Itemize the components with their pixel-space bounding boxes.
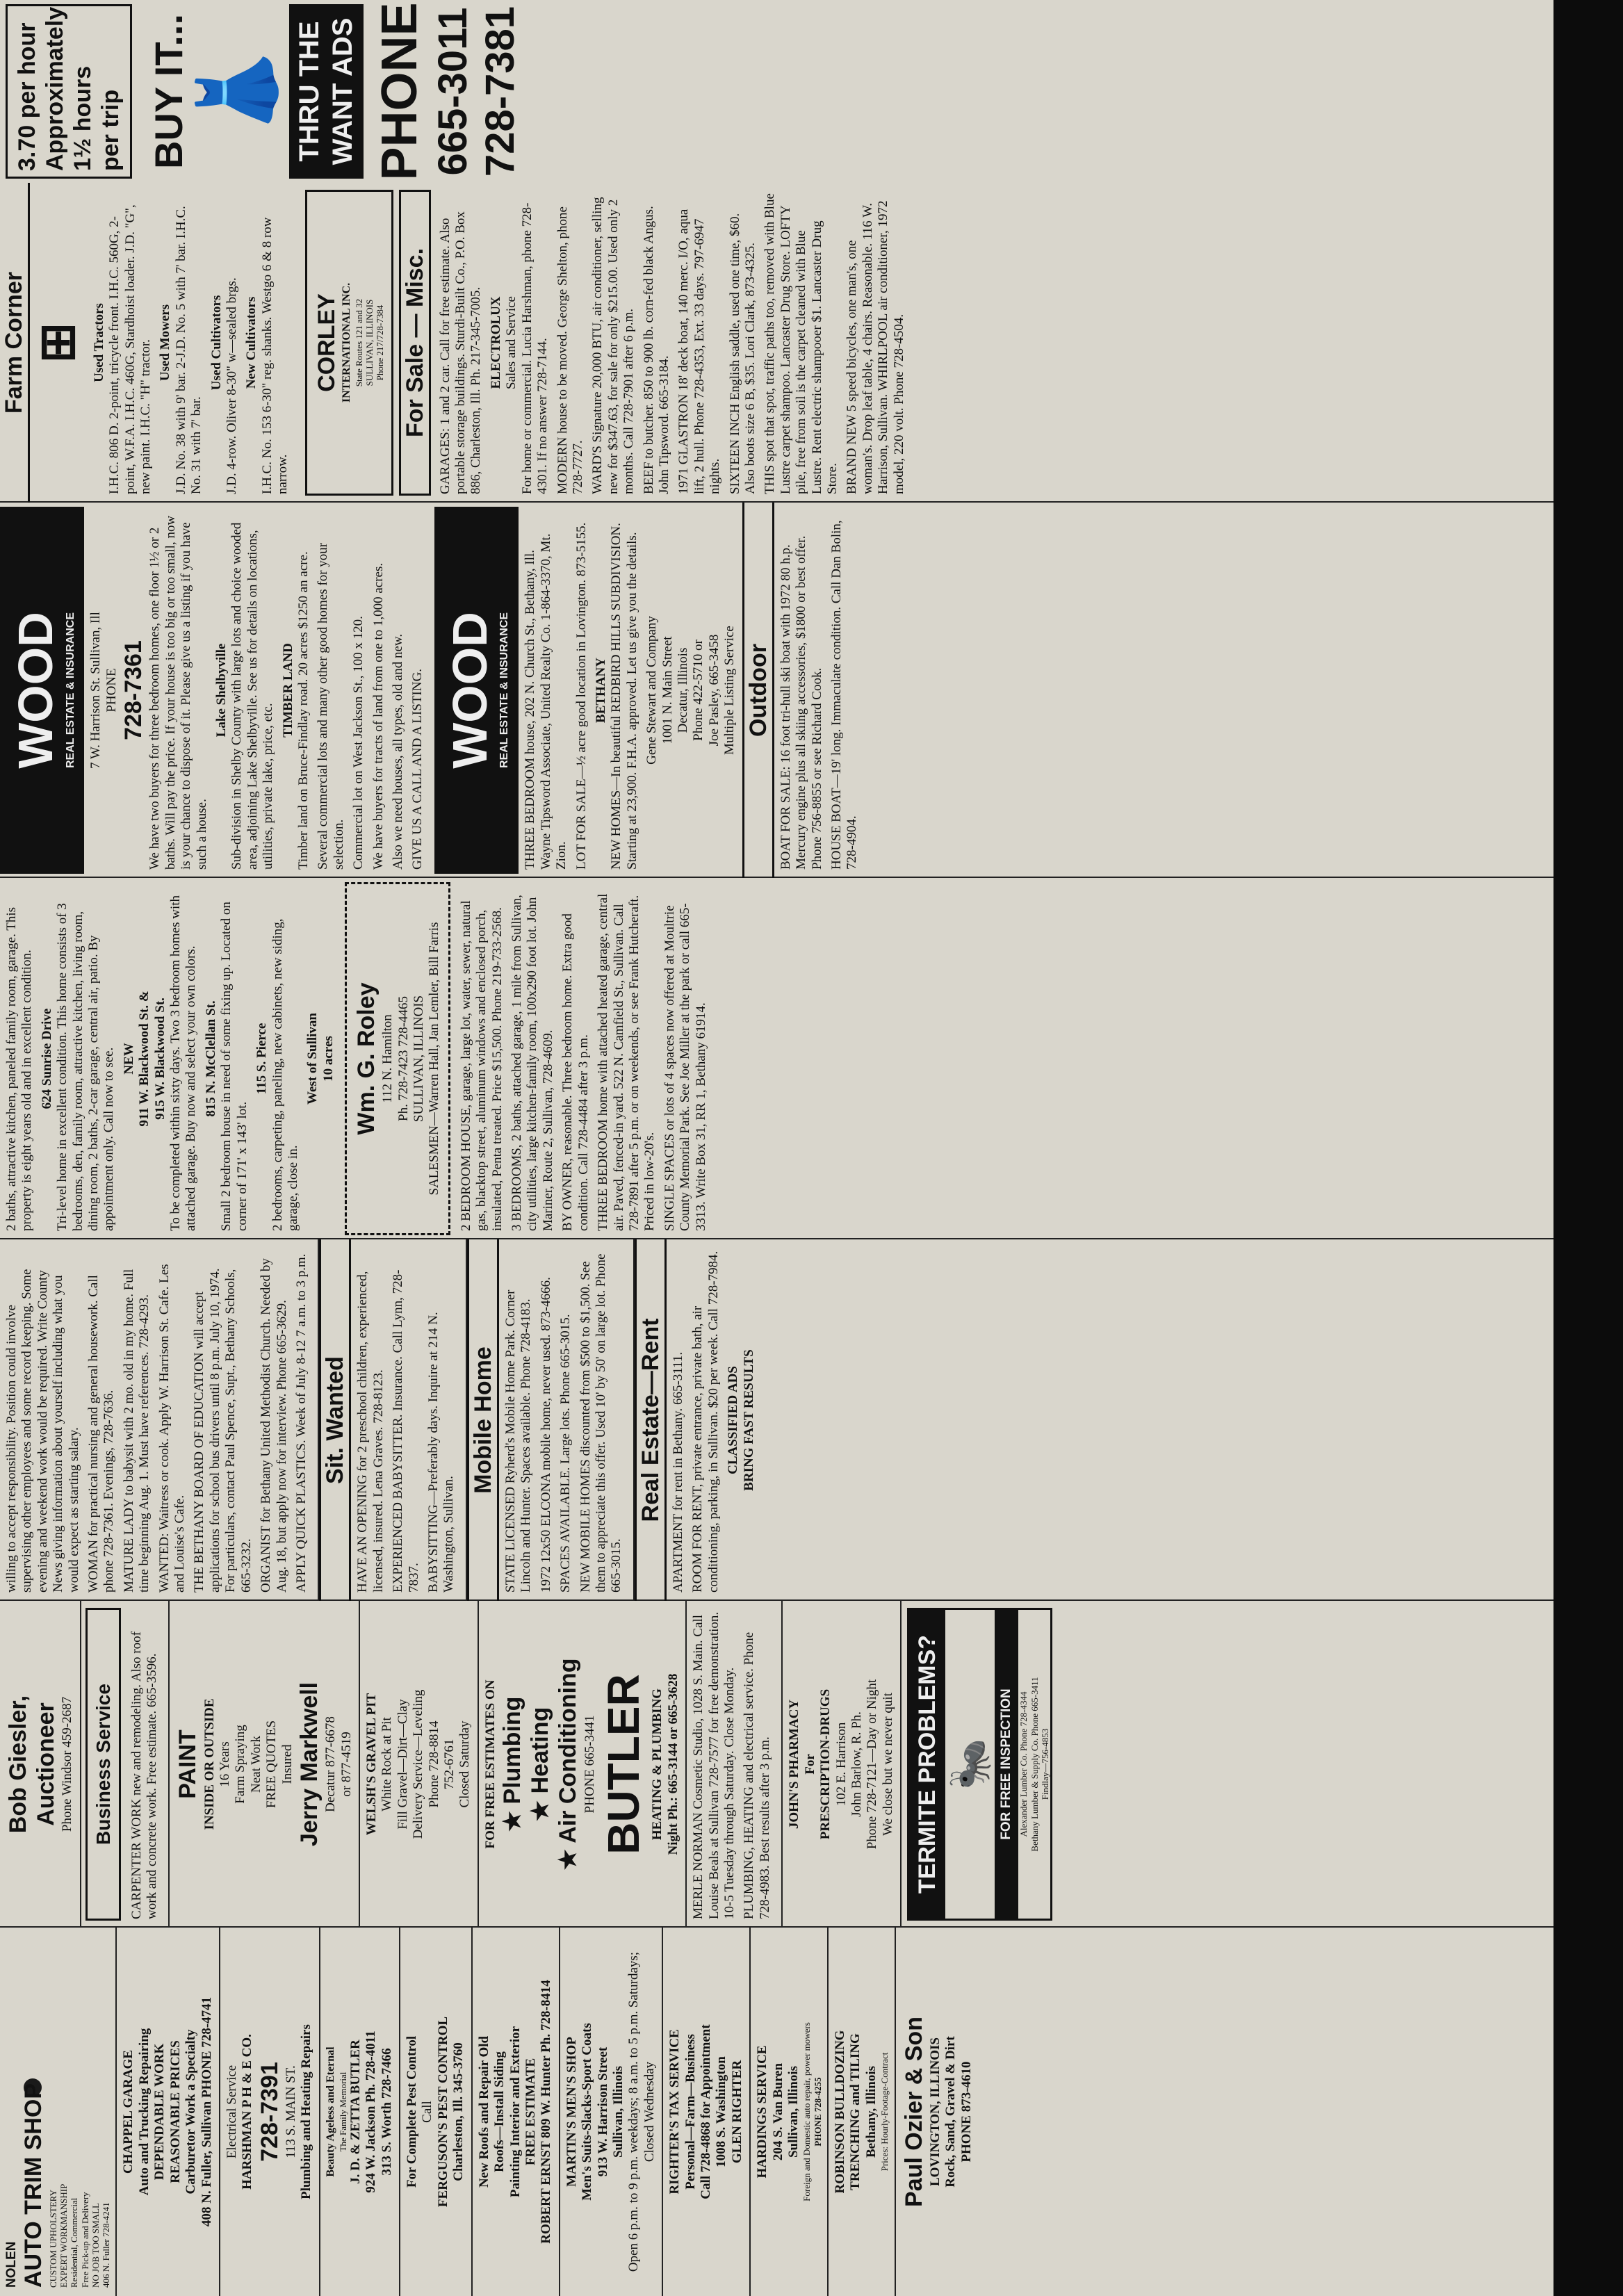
ad-text: GARAGES: 1 and 2 car. Call for free estimate. Also portable storage buildings. Sturdi-Built Co., P.O. Box 886, Charleston, Ill. Ph. 217-345-7005. — [437, 211, 484, 494]
column-business-service — [0, 1599, 1553, 1928]
ad-text: J. D. & ZETTA BUTLER — [348, 2039, 363, 2184]
ad-heading: Jerry Markwell — [296, 1682, 323, 1847]
ad-text: 102 E. Harrison — [833, 1722, 849, 1807]
ad-text: DEPENDABLE WORK — [152, 2043, 168, 2181]
ad-text: HOUSE BOAT—19' long. Immaculate condition. Call Dan Bolin, 728-4904. — [829, 520, 860, 870]
ad-heading: CHAPPEL GARAGE — [121, 2050, 136, 2174]
ad-text: Delivery Service—Leveling — [411, 1689, 426, 1839]
ad-text: J.D. 4-row. Oliver 8-30" w—sealed brgs. — [224, 277, 239, 494]
ad-welsh-gravel — [360, 1601, 479, 1928]
ad-johns-pharmacy — [783, 1601, 902, 1928]
ad-text: 3 BEDROOMS, 2 baths, attached garage, 1 mile from Sullivan, city utilities, large kitchen-family room, 100x290 foot lot. John Mariner, Route 2, Sullivan, 728-4609. — [509, 895, 555, 1231]
ad-text: EXPERT WORKMANSHIP — [58, 2183, 69, 2288]
listing-title: NEW — [121, 1043, 136, 1075]
ad-text: 204 S. Van Buren — [770, 2062, 785, 2161]
ad-text: HAVE AN OPENING for 2 preschool children, experienced, licensed, insured. Lena Graves. 728-8123. — [355, 1271, 386, 1593]
ad-heading: NOLEN — [4, 2241, 19, 2288]
ad-text: THREE BEDROOM house, 202 N. Church St., Bethany, Ill. Wayne Tipsword Associate, United Realty Co. 1-864-3370, Mt. Zion. — [523, 533, 569, 870]
ad-text: NEW MOBILE HOMES discounted from $500 to $1,500. See them to appreciate this offer. Used 10' by 50' on large lot. Phone 665-3015. — [578, 1253, 624, 1593]
promo-phone-number: 665-3011 — [430, 7, 475, 176]
ad-text: WOMAN for practical nursing and general housework. Call phone 728-7361. Evenings, 728-7636. — [86, 1275, 117, 1593]
section-header-business-service: Business Service — [85, 1608, 121, 1921]
ad-text: Men's Suits-Slacks-Sport Coats — [580, 2023, 595, 2201]
promo-phone-number: 728-7381 — [478, 6, 523, 177]
ad-text: THREE BEDROOM home with attached heated garage, central air. Paved, fenced-in yard. 522 N. Camfield St., Sullivan. Call 728-7891 after 5 p.m. or on weekends, or see Frank Hutcheraft. Priced in low-20's. — [596, 893, 658, 1231]
ad-text: NEW HOMES—In beautiful REDBIRD HILLS SUBDIVISION. Starting at 23,900. F.H.A. approved. Let us give you the details. — [609, 523, 639, 870]
listing-title: 624 Sunrise Drive — [39, 1008, 54, 1109]
ad-text: THE BETHANY BOARD OF EDUCATION will accept applications for school bus drivers until 8 p.m. July 10, 1974. For particulars, contact Paul Spence, Supt., Bethany Schools, 665-3232. — [192, 1268, 254, 1593]
column-help-wanted — [0, 1238, 1553, 1601]
ad-text: WANTED: Waitress or cook. Apply W. Harrison St. Cafe. Les and Louise's Cafe. — [156, 1264, 188, 1593]
ad-text: John Barlow, R. Ph. — [849, 1711, 864, 1817]
ad-title: AUTO TRIM SHOP — [20, 2083, 47, 2288]
ad-text: Open 6 p.m. to 9 p.m. weekdays; 8 a.m. to 5 p.m. Saturdays; Closed Wednesday — [626, 1951, 657, 2272]
ad-butler-memorials — [320, 1928, 400, 2296]
ad-text: 2 bedrooms, carpeting, paneling, new cabinets, new siding, garage, close in. — [270, 918, 300, 1231]
ad-text: SULLIVAN, ILLINOIS — [364, 299, 375, 386]
ad-roofs — [473, 1928, 560, 2296]
termite-icon: 🐜 — [947, 1738, 993, 1791]
ad-corley — [305, 190, 393, 496]
ad-text: For home or commercial. Lucia Harshman, phone 728-4301. If no answer 728-7144. — [519, 202, 550, 494]
ad-text: 752-6761 — [441, 1739, 457, 1790]
listing-title: 911 W. Blackwood St. & — [137, 991, 152, 1127]
ad-text: For Complete Pest Control — [405, 2035, 420, 2188]
ad-text: Several commercial lots and many other good homes for your selection. — [316, 542, 346, 870]
ad-text: MARTIN'S MEN'S SHOP — [564, 2037, 579, 2187]
ads-mobile-home — [499, 1239, 635, 1601]
ad-text: Carburetor Work a Specialty — [183, 2029, 199, 2195]
ad-text: ★ Air Conditioning — [555, 1658, 582, 1871]
ad-text: Findlay—756-4853 — [1040, 1728, 1051, 1800]
column-business-directory — [0, 1926, 1553, 2296]
ad-text: 16 Years — [217, 1741, 232, 1787]
ad-text: White Rock at Pit — [380, 1717, 395, 1811]
ads-for-sale-misc — [434, 183, 915, 503]
ad-text: 313 S. Worth 728-7466 — [379, 2048, 394, 2176]
ad-text: 1001 N. Main Street — [660, 636, 675, 744]
ad-text: 3.70 per hour — [14, 22, 40, 171]
ad-text: INTERNATIONAL INC. — [340, 282, 352, 403]
ad-text: Decatur, Illinois — [676, 647, 691, 733]
listing-title: Used Mowers — [158, 304, 173, 382]
ad-text: TRENCHING and TILING — [848, 2033, 863, 2190]
ad-heading: CORLEY — [313, 293, 340, 392]
ad-giesler — [0, 1601, 81, 1928]
section-header-sit-wanted: Sit. Wanted — [319, 1239, 351, 1601]
ad-heading: Bob Giesler, — [5, 1695, 31, 1834]
ad-text: Beauty Ageless and Eternal — [324, 2046, 336, 2177]
ad-text: Farm Spraying — [233, 1725, 248, 1804]
classified-footer: BRING FAST RESULTS — [741, 1349, 756, 1491]
ad-merle-norman — [687, 1601, 783, 1928]
ad-text: Joe Pasley, 665-3458 — [706, 634, 721, 747]
ad-text: HEATING & PLUMBING — [650, 1688, 665, 1841]
ad-heading: BUTLER — [598, 1674, 649, 1855]
ad-text: Foreign and Domestic auto repair, power mowers — [801, 2022, 813, 2201]
ad-text: Multiple Listing Service — [722, 626, 737, 755]
ad-text: Auto and Trucking Repairing — [136, 2028, 152, 2196]
ad-text: Charleston, Ill. 345-3760 — [451, 2042, 466, 2181]
classified-footer: CLASSIFIED ADS — [726, 1366, 741, 1474]
ad-text: We close but we never quit — [880, 1693, 895, 1836]
ad-butler-heating — [479, 1601, 687, 1928]
ad-text: HARDINGS SERVICE — [755, 2045, 770, 2179]
column-real-estate-sale — [0, 877, 1553, 1239]
ad-robinson — [829, 1928, 896, 2296]
section-header-for-sale-misc: For Sale — Misc. — [399, 190, 431, 496]
wood-logo-2 — [434, 507, 519, 874]
ad-text: RIGHTER'S TAX SERVICE — [667, 2029, 683, 2195]
ad-text: FREE ESTIMATE — [523, 2058, 538, 2166]
ad-text: WELSH'S GRAVEL PIT — [364, 1693, 379, 1836]
ad-text: Phone 728-7121—Day or Night — [865, 1679, 880, 1850]
ad-text: Sullivan, Illinois — [786, 2066, 801, 2158]
ad-text: Alexander Lumber Co. Phone 728-4344 — [1018, 1691, 1029, 1837]
ad-text: SPACES AVAILABLE. Large lots. Phone 665-3015. — [558, 1314, 573, 1593]
ad-text: BRAND NEW 5 speed bicycles, one man's, one woman's. Drop leaf table, 4 chairs. Reasonable. 116 W. Harrison, Sullivan. WHIRLPOOL air conditioner, 1972 model, 220 volt. Phone 728-4504. — [845, 200, 906, 494]
ad-text: PRESCRIPTION-DRUGS — [818, 1688, 833, 1840]
ad-phone: 728-7361 — [120, 640, 147, 740]
ad-text: 2 BEDROOM HOUSE, garage, large lot, water, sewer, natural gas, blacktop street, aluminum windows and enclosed porch, insulated, Penta treated. Price $15,500. Phone 219-733-2568. — [458, 900, 505, 1231]
ad-text: GIVE US A CALL AND A LISTING. — [410, 668, 425, 870]
ad-text: 7 W. Harrison St. Sullivan, Ill — [88, 612, 104, 769]
ad-text: 913 W. Harrison Street — [595, 2046, 610, 2177]
ad-text: Timber land on Bruce-Findlay road. 20 acres $1250 an acre. — [296, 551, 311, 870]
listing-title: 10 acres — [320, 1036, 336, 1082]
ad-text: Sullivan, Illinois — [610, 2066, 626, 2158]
ad-text: Commercial lot on West Jackson St., 100 x 120. — [351, 616, 366, 870]
ad-text: FOR FREE INSPECTION — [995, 1610, 1018, 1919]
ad-text: NO JOB TOO SMALL — [90, 2203, 101, 2288]
ad-text: REASONABLE PRICES — [168, 2040, 183, 2183]
promo-thru-want-ads: THRU THE WANT ADS — [289, 4, 363, 179]
ad-text: Free Pick-up and Delivery — [79, 2192, 90, 2288]
ad-text: Insured — [279, 1744, 295, 1784]
ad-text: Approximately 1½ hours — [42, 6, 97, 171]
ad-text: PHONE — [104, 668, 119, 713]
ad-phone: Phone Windsor 459-2687 — [60, 1696, 75, 1832]
ad-text: Sub-division in Shelby County with large lots and choice wooded area, adjoining Lake Shelbyville. See us for details on locations, utilities, private lake, price, etc. — [229, 522, 276, 870]
ad-text: INSIDE OR OUTSIDE — [202, 1698, 217, 1830]
ad-text: State Routes 121 and 32 — [353, 298, 364, 387]
ad-text: 112 N. Hamilton — [380, 1014, 395, 1103]
ad-nolen — [0, 1928, 117, 2296]
ad-text: I.H.C. No. 153 6-30" reg. shanks. Westgo 6 & 8 row narrow. — [259, 217, 291, 494]
wood-logo — [0, 507, 84, 874]
ad-phone: 728-7391 — [256, 2062, 283, 2162]
ad-text: Bethany, Illinois — [863, 2066, 879, 2158]
ad-text: 924 W. Jackson Ph. 728-4011 — [364, 2030, 379, 2193]
ad-text: CUSTOM UPHOLSTERY — [47, 2190, 58, 2288]
ad-phone: or 877-4519 — [339, 1732, 354, 1797]
section-header-mobile-home: Mobile Home — [467, 1239, 499, 1601]
listing-title: Sales and Service — [504, 296, 519, 390]
ad-text: ROOM FOR RENT, private entrance, private bath, air conditioning, parking, in Sullivan. $20 per week. Call 728-7984. — [690, 1251, 721, 1593]
listing-title: 915 W. Blackwood St. — [152, 998, 168, 1120]
listing-title: 815 N. McClellan St. — [203, 1000, 218, 1117]
ad-text: EXPERIENCED BABYSITTER. Insurance. Call Lynn, 728-7837. — [391, 1269, 421, 1593]
ad-text: APPLY QUICK PLASTICS. Week of July 8-12 7 a.m. to 3 p.m. — [293, 1253, 309, 1593]
ads-real-estate-rent — [667, 1239, 761, 1601]
ads-listings-lower — [519, 503, 742, 878]
ad-text: For — [802, 1754, 817, 1775]
ad-heading: Wm. G. Roley — [353, 982, 380, 1135]
ad-text: We have buyers for tracts of land from one to 1,000 acres. — [370, 562, 386, 870]
page-shadow-edge — [1553, 0, 1623, 2296]
ad-martins — [560, 1928, 663, 2296]
promo-buy-it: BUY IT... — [147, 14, 191, 170]
ad-text: JOHN'S PHARMACY — [787, 1699, 802, 1830]
ad-text: The Family Memorial — [337, 2071, 348, 2152]
ad-text: Bethany Lumber & Supply Co. Phone 665-3411 — [1029, 1677, 1040, 1852]
ad-text: Roofs—Install Siding — [492, 2051, 507, 2172]
ad-text: Night Ph.: 665-3144 or 665-3628 — [665, 1673, 680, 1855]
ad-text: ★ Heating — [527, 1707, 554, 1822]
listing-title: New Cultivators — [244, 296, 259, 389]
listing-title: Used Tractors — [91, 303, 106, 382]
ad-text: 1008 S. Washington — [714, 2056, 729, 2167]
ad-mileage-box — [6, 4, 132, 179]
ad-text: MERLE NORMAN Cosmetic Studio, 1028 S. Main. Call Louise Beals at Sullivan 728-7577 for free demonstration. 10-5 Tuesday through Saturday. Close Monday. — [691, 1611, 737, 1919]
ad-text: MODERN house to be moved. George Shelton, phone 728-7727. — [555, 206, 585, 494]
ad-text: FOR FREE ESTIMATES ON — [482, 1679, 498, 1849]
ad-heading: Paul Ozier & Son — [900, 2017, 927, 2207]
section-header-outdoor: Outdoor — [742, 503, 774, 878]
ad-text: To be completed within sixty days. Two 3 bedroom homes with attached garage. Buy now and select your own colors. — [168, 895, 199, 1231]
ad-title: TERMITE PROBLEMS? — [909, 1610, 945, 1919]
ad-text: 113 S. MAIN ST. — [283, 2065, 298, 2158]
ad-text: Gene Stewart and Company — [644, 616, 660, 765]
ad-text: willing to accept responsibility. Position could involve supervising other employees and some record keeping. Some evening and weekend work would be required. Write County News giving information about yourself including what you would expect as starting salary. — [4, 1269, 81, 1593]
listing-title: Used Cultivators — [209, 295, 224, 391]
ad-text: Painting Interior and Exterior — [507, 2026, 523, 2198]
ad-text: New Roofs and Repair Old — [476, 2035, 491, 2188]
listing-title: BETHANY — [593, 658, 608, 723]
ad-text: Rock, Sand, Gravel & Dirt — [943, 2036, 959, 2188]
ad-text: We have two buyers for three bedroom homes, one floor 1½ or 2 baths. Will pay the price. If your house is too big or too small, now is your chance to dispose of it. Please give us a listing if you have such a house. — [147, 515, 209, 870]
column-promo — [0, 0, 1553, 183]
ad-text: 1971 GLASTRON 18' deck boat, 140 merc. I/O, aqua lift, 2 hull. Phone 728-4353, Ext. 33 days. 797-6947 nights. — [676, 209, 723, 494]
ad-text: WARD'S Signature 20,000 BTU, air conditioner, selling new for $347.63, for sale for only $215.00. Used only 2 months. Call 728-7901 after 6 p.m. — [590, 197, 637, 494]
ad-chappel-garage — [117, 1928, 220, 2296]
wood-logo-subtext: REAL ESTATE & INSURANCE — [64, 612, 76, 769]
ads-outdoor — [774, 503, 869, 878]
ad-text: SINGLE SPACES or lots of 4 spaces now offered at Moultrie County Memorial Park. See Joe Miller at the park or call 665-3313. Write Box 31, RR 1, Bethany 61914. — [662, 903, 708, 1231]
ad-text: BABYSITTING—Preferably days. Inquire at 214 N. Washington, Sullivan. — [426, 1312, 457, 1593]
ad-text: HARSHMAN P H & E CO. — [240, 2034, 255, 2190]
ad-text: SIXTEEN INCH English saddle, used one time, $60. Also boots size 6 B, $35. Lori Clark, 873-4325. — [727, 213, 758, 494]
listing-title: ELECTROLUX — [488, 296, 503, 389]
ad-text: Neat Work — [248, 1736, 263, 1793]
ad-text: Plumbing and Heating Repairs — [299, 2024, 314, 2199]
ad-text: Call — [420, 2101, 435, 2123]
ad-text: 1972 12x50 ELCONA mobile home, never used. 873-4666. — [538, 1277, 553, 1593]
ad-text: THIS spot that spot, traffic paths too, removed with Blue Lustre carpet shampoo. Lancaster Drug Store. LOFTY pile, free from soil is the carpet cleaned with Blue Lustre. Rent electric shampooer $1. Lancaster Drug Store. — [762, 193, 840, 494]
ad-text: Prices: Hourly-Footage-Contract — [879, 2052, 890, 2172]
ih-logo-icon: ⊞ — [31, 322, 85, 364]
ad-text: BY OWNER, reasonable. Three bedroom home. Extra good condition. Call 728-4484 after 3 p.m. — [560, 913, 591, 1231]
ad-righter-tax — [663, 1928, 751, 2296]
ad-paint — [170, 1601, 359, 1928]
ad-title: Auctioneer — [33, 1702, 60, 1826]
ad-text: Personal—Farm—Business — [683, 2034, 698, 2190]
ad-text: ORGANIST for Bethany United Methodist Church. Needed by Aug. 18, but apply now for interview. Phone 665-3629. — [259, 1258, 289, 1593]
ad-text: Closed Saturday — [457, 1720, 473, 1808]
ad-text: I.H.C. 806 D. 2-point, tricycle front. I.H.C. 560G, 2-point, W.F.A. I.H.C. 460G, Stardhoist loader. J.D. "G", new paint. I.H.C. "H" tractor. — [107, 204, 153, 494]
ad-text: Small 2 bedroom house in need of some fixing up. Located on corner of 171' x 143' lot. — [219, 902, 250, 1231]
wood-logo-text: WOOD — [442, 612, 497, 769]
ad-text: STATE LICENSED Ryherd's Mobile Home Park. Corner Lincoln and Hunter. Spaces available. Phone 728-4183. — [503, 1289, 534, 1593]
ad-text: ROBINSON BULLDOZING — [833, 2030, 848, 2194]
ad-text: PHONE 728-4255 — [812, 2077, 823, 2147]
ad-text: J.D. No. 38 with 9' bar. 2-J.D. No. 5 with 7' bar. I.H.C. No. 31 with 7' bar. — [173, 206, 204, 494]
ad-text: APARTMENT for rent in Bethany. 665-3111. — [670, 1351, 685, 1593]
ad-text: per trip — [97, 89, 124, 171]
ad-text: ROBERT ERNST 809 W. Hunter Ph. 728-8414 — [539, 1980, 554, 2244]
ad-phone: Decatur 877-6678 — [323, 1716, 339, 1812]
ad-text: BOAT FOR SALE: 16 foot tri-hull ski boat with 1972 80 h.p. Mercury engine plus all skiing accessories, $1800 or best offer. Phone 756-8855 or see Richard Cook. — [778, 535, 824, 870]
ad-text: SALESMEN—Warren Hall, Jan Lemler, Bill Farris — [427, 922, 442, 1196]
ad-paul-ozier — [896, 1928, 979, 2296]
ads-sit-wanted — [351, 1239, 466, 1601]
ad-text: ★ Plumbing — [499, 1696, 526, 1832]
listing-title: West of Sullivan — [305, 1013, 320, 1105]
ad-text: Fill Gravel—Dirt—Clay — [395, 1699, 410, 1830]
column-farm-misc — [0, 181, 1553, 503]
ad-text: FREE QUOTES — [264, 1720, 279, 1809]
promo-phone-label: PHONE — [371, 2, 427, 181]
ad-text: Ph. 728-7423 728-4465 — [395, 996, 411, 1121]
ad-hardings — [751, 1928, 829, 2296]
ads-help-wanted — [0, 1239, 319, 1601]
listing-title: 115 S. Pierce — [254, 1023, 270, 1095]
ads-houses-2 — [455, 878, 717, 1239]
ad-text: Call 728-4868 for Appointment — [698, 2024, 713, 2199]
ad-text: Tri-level home in excellent condition. This home consists of 3 bedrooms, den, family room, attractive kitchen, living room, dining room, 2 baths, 2-car garage, central air, patio. By appointment only. Call now to see. — [55, 903, 117, 1231]
ad-text: PLUMBING, HEATING and electrical service. Phone 728-4983. Best results after 3 p.m. — [742, 1631, 772, 1919]
ad-text: 408 N. Fuller, Sullivan PHONE 728-4741 — [199, 1996, 214, 2227]
listing-title: TIMBER LAND — [280, 643, 295, 738]
wood-logo-text: WOOD — [8, 612, 63, 769]
ad-text: LOT FOR SALE—½ acre good location in Lovington. 873-5155. — [573, 522, 589, 870]
listing-title: Lake Shelbyville — [214, 643, 229, 738]
ad-text: Residential, Commercial — [69, 2197, 80, 2288]
ad-text: Also we need houses, all types, old and new. — [391, 633, 406, 870]
section-header-real-estate-rent: Real Estate—Rent — [635, 1239, 667, 1601]
ad-text: FERGUSON'S PEST CONTROL — [435, 2016, 450, 2208]
ad-text: LOVINGTON, ILLINOIS — [927, 2037, 943, 2186]
ad-text: 2 baths, attractive kitchen, paneled family room, garage. This property is eight years old and in excellent condition. — [4, 906, 35, 1231]
ad-text: GLEN RIGHTER — [729, 2060, 744, 2164]
ad-text: Electrical Service — [224, 2065, 239, 2159]
ad-text: SULLIVAN, ILLINOIS — [411, 995, 427, 1123]
ad-title: PAINT — [174, 1729, 202, 1799]
ad-text: BEEF to butcher. 850 to 900 lb. corn-fed black Angus. John Tipsword. 665-3184. — [641, 206, 671, 494]
ad-roley — [345, 882, 450, 1235]
ad-text: PHONE 873-4610 — [959, 2061, 974, 2163]
column-wood-real-estate — [0, 501, 1553, 878]
ad-text: 406 N. Fuller 728-4241 — [101, 2202, 112, 2288]
ad-carpenter — [125, 1601, 170, 1928]
ads-wood-listings — [84, 503, 434, 878]
ad-ferguson-pest — [400, 1928, 473, 2296]
wood-logo-subtext: REAL ESTATE & INSURANCE — [498, 612, 511, 769]
ad-text: Phone 217/728-7384 — [375, 304, 386, 381]
ad-text: Phone 422-5710 or — [691, 640, 706, 741]
woman-with-coat-illustration: 👗 — [194, 44, 279, 139]
ads-farm-equipment — [88, 183, 300, 503]
ad-text: Phone 728-8814 — [426, 1720, 441, 1808]
ad-text: CARPENTER WORK new and remodeling. Also roof work and concrete work. Free estimate. 665-3596. — [129, 1631, 160, 1919]
ad-harshman — [220, 1928, 320, 2296]
section-header-farm-corner: Farm Corner — [0, 183, 30, 503]
ad-termite — [907, 1608, 1052, 1921]
ads-houses — [0, 878, 341, 1239]
ad-phone: PHONE 665-3441 — [582, 1715, 597, 1814]
ad-text: MATURE LADY to babysit with 2 mo. old in my home. Full time beginning Aug. 1. Must have references. 728-4293. — [121, 1269, 152, 1593]
